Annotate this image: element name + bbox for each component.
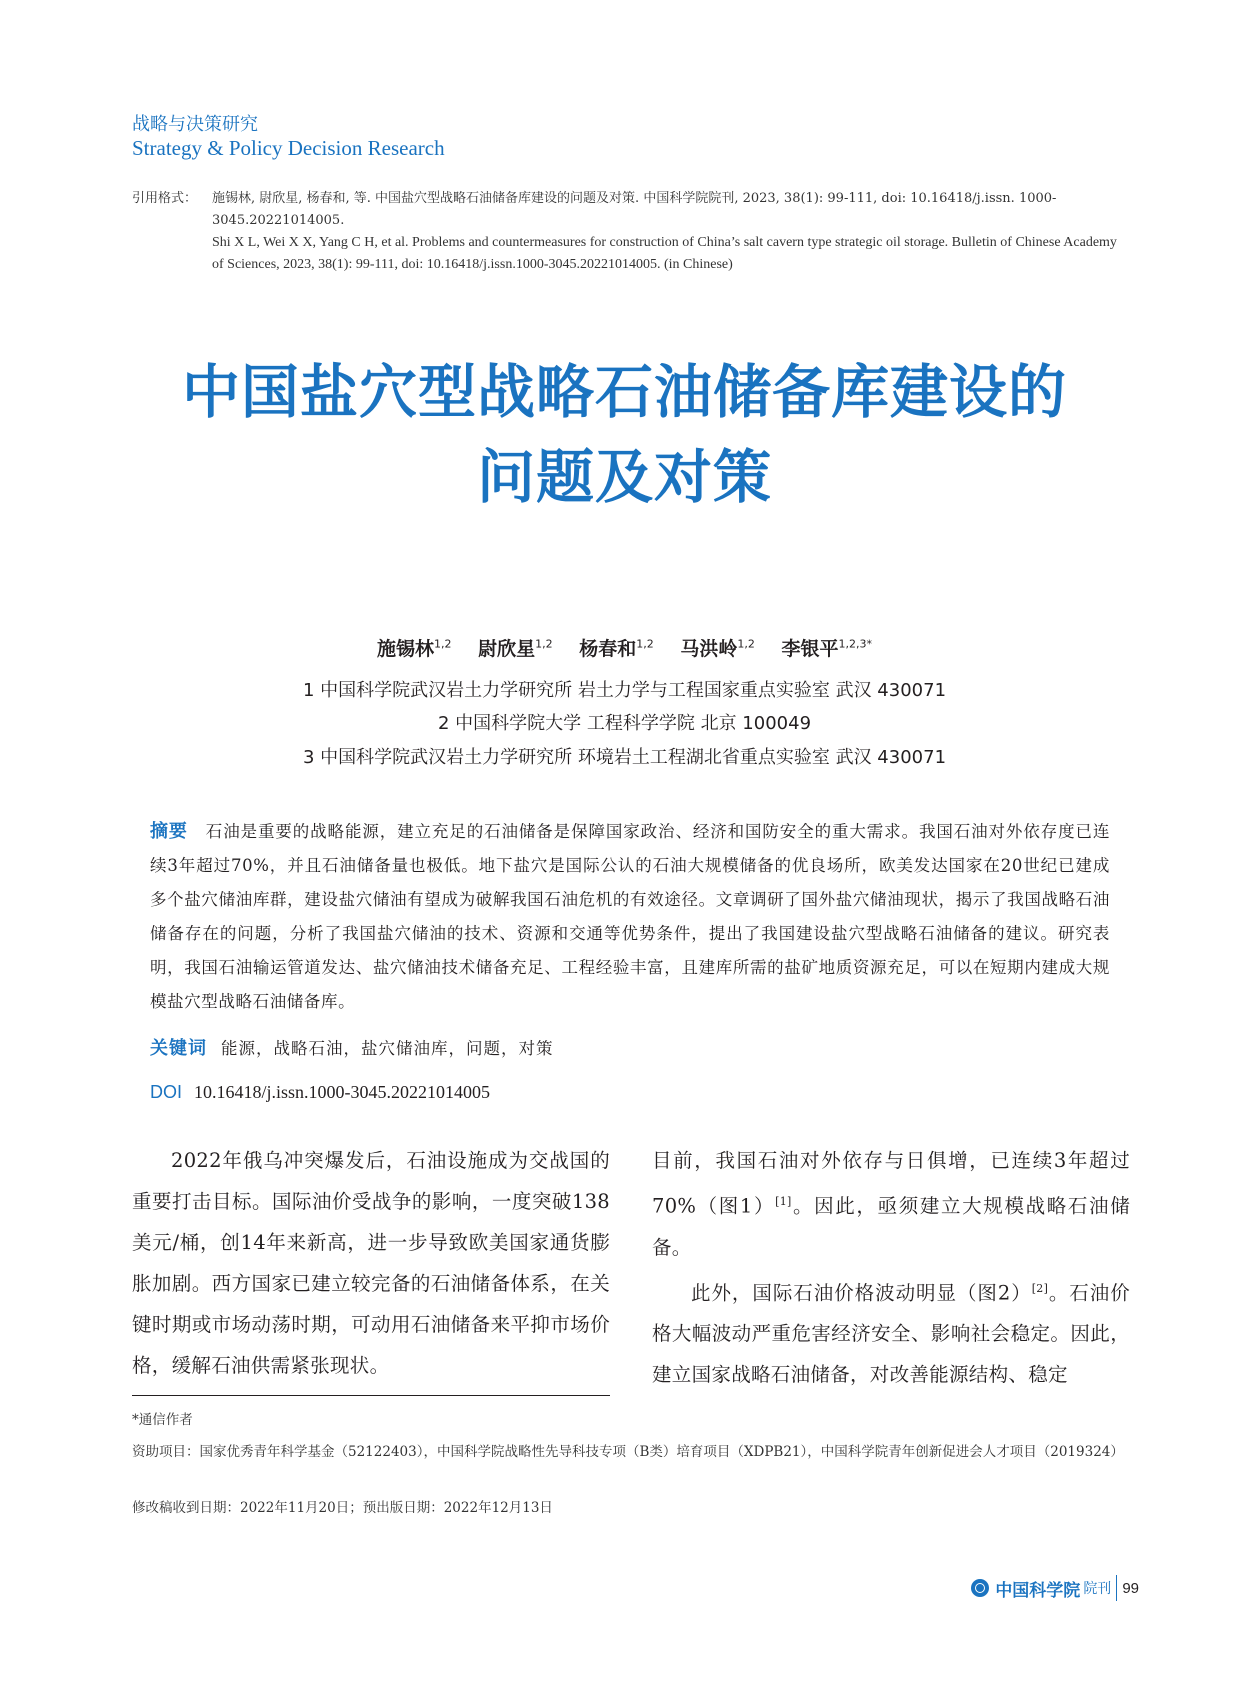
abstract-text: 石油是重要的战略能源，建立充足的石油储备是保障国家政治、经济和国防安全的重大需求。我国石油对外依存度已连续3年超过70%，并且石油储备量也极低。地下盐穴是国际公认的石油大规模储备的优良场所，欧美发达国家在20世纪已建成多个盐穴储油库群，建设盐穴储油有望成为破解我国石油危机的有效途径。文章调研了国外盐穴储油现状，揭示了我国战略石油储备存在的问题，分析了我国盐穴储油的技术、资源和交通等优势条件，提出了我国建设盐穴型战略石油储备的建议。研究表明，我国石油输运管道发达、盐穴储油技术储备充足、工程经验丰富，且建库所需的盐矿地质资源充足，可以在短期内建成大规模盐穴型战略石油储备库。	[150, 822, 1111, 1011]
corresponding-author-note: *通信作者	[132, 1412, 193, 1428]
page-footer	[971, 1575, 1139, 1601]
abstract-label: 摘要	[150, 821, 188, 842]
article-title-line-1: 中国盐穴型战略石油储备库建设的	[181, 358, 1067, 426]
footnote-divider	[132, 1395, 610, 1396]
abstract	[150, 815, 1110, 1019]
journal-name: 院刊	[1083, 1581, 1112, 1597]
author-list	[0, 634, 1249, 661]
section-title-en: Strategy & Policy Decision Research	[132, 136, 445, 160]
body-paragraph: 2022年俄乌冲突爆发后，石油设施成为交战国的重要打击目标。国际油价受战争的影响，一度突破138美元/桶，创14年来新高，进一步导致欧美国家通货膨胀加剧。西方国家已建立较完备的石油储备体系，在关键时期或市场动荡时期，可动用石油储备来平抑市场价格，缓解石油供需紧张现状。	[132, 1149, 610, 1377]
body-paragraph: 目前，我国石油对外依存与日俱增，已连续3年超过70%（图1）[1]。因此，亟须建立大规模战略石油储备。	[652, 1149, 1130, 1259]
citation-cn: 施锡林, 尉欣星, 杨春和, 等. 中国盐穴型战略石油储备库建设的问题及对策. 中国科学院院刊, 2023, 38(1): 99-111, doi: 10.16418/j.issn. 1000-3045.20221014005.	[212, 191, 1057, 228]
body-paragraph: 此外，国际石油价格波动明显（图2）[2]。石油价格大幅波动严重危害经济安全、影响社会稳定。因此，建立国家战略石油储备，对改善能源结构、稳定	[652, 1281, 1131, 1386]
affiliation-1: 1 中国科学院武汉岩土力学研究所 岩土力学与工程国家重点实验室 武汉 430071	[302, 680, 947, 701]
keywords	[150, 1034, 554, 1060]
doi-value[interactable]: 10.16418/j.issn.1000-3045.20221014005	[194, 1082, 491, 1102]
author: 施锡林$^{1,2}$	[376, 637, 452, 660]
citation-block	[132, 188, 1132, 276]
citation-en: Shi X L, Wei X X, Yang C H, et al. Problems and countermeasures for construction of China’s salt cavern type strategic oil storage. Bulletin of Chinese Academy of Sciences, 2023, 38(1): 99-111, doi: 10.16418/j.issn.1000-3045.20221014005. (in Chinese)	[212, 235, 1117, 272]
author: 李银平$^{1,2,3*}$	[781, 637, 873, 660]
author: 尉欣星$^{1,2}$	[478, 637, 553, 660]
author: 杨春和$^{1,2}$	[579, 637, 654, 660]
keywords-label: 关键词	[150, 1038, 207, 1059]
body-column-right	[652, 1140, 1130, 1395]
citation-label: 引用格式：	[132, 191, 198, 206]
affiliation-3: 3 中国科学院武汉岩土力学研究所 环境岩土工程湖北省重点实验室 武汉 430071	[302, 747, 947, 768]
journal-logo-text: 中国科学院	[995, 1580, 1081, 1601]
author: 马洪岭$^{1,2}$	[680, 637, 755, 660]
section-title-cn: 战略与决策研究	[132, 114, 258, 135]
cas-emblem-icon	[971, 1579, 989, 1597]
doi	[150, 1082, 490, 1103]
article-title-line-2: 问题及对策	[476, 443, 772, 511]
funding-note: 资助项目：国家优秀青年科学基金（52122403），中国科学院战略性先导科技专项（B类）培育项目（XDPB21），中国科学院青年创新促进会人才项目（2019324）	[132, 1444, 1124, 1460]
reference-link[interactable]: [2]	[1031, 1281, 1049, 1295]
affiliation-2: 2 中国科学院大学 工程科学学院 北京 100049	[437, 713, 812, 734]
footer-divider	[1116, 1575, 1117, 1601]
reference-link[interactable]: [1]	[775, 1195, 792, 1208]
doi-label: DOI	[150, 1082, 183, 1102]
page-number: 99	[1122, 1579, 1139, 1597]
keywords-text: 能源，战略石油，盐穴储油库，问题，对策	[221, 1039, 554, 1058]
body-column-left	[132, 1140, 610, 1386]
dates-note: 修改稿收到日期：2022年11月20日；预出版日期：2022年12月13日	[132, 1500, 553, 1516]
